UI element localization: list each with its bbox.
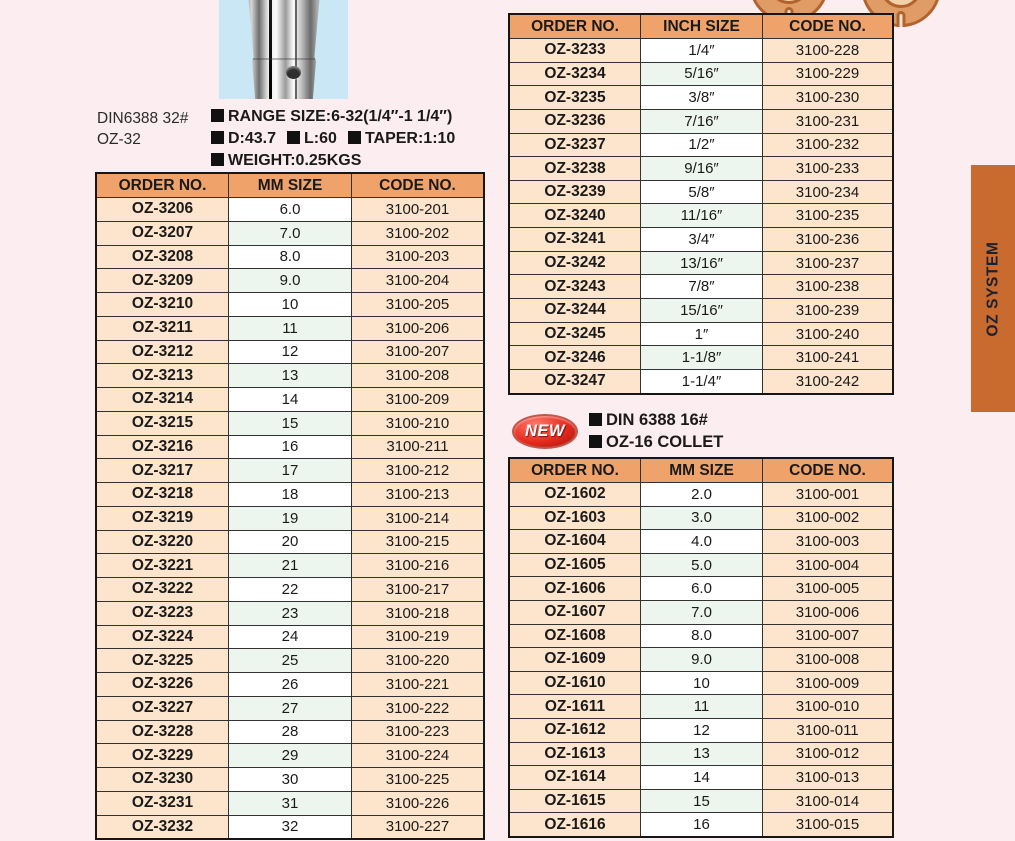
model-name: OZ-32 bbox=[97, 131, 141, 148]
order-no-cell: OZ-3223 bbox=[97, 601, 228, 625]
size-cell: 5.0 bbox=[640, 553, 762, 577]
size-cell: 7.0 bbox=[228, 221, 351, 245]
order-no-cell: OZ-3216 bbox=[97, 435, 228, 459]
code-no-cell: 3100-219 bbox=[351, 625, 483, 649]
code-no-cell: 3100-006 bbox=[762, 600, 892, 624]
code-no-cell: 3100-242 bbox=[762, 369, 892, 393]
code-no-cell: 3100-009 bbox=[762, 671, 892, 695]
code-no-cell: 3100-228 bbox=[762, 38, 892, 62]
order-no-cell: OZ-3233 bbox=[510, 38, 640, 62]
code-no-cell: 3100-218 bbox=[351, 601, 483, 625]
order-no-cell: OZ-3247 bbox=[510, 369, 640, 393]
new-badge bbox=[512, 414, 578, 449]
order-no-cell: OZ-3224 bbox=[97, 625, 228, 649]
size-cell: 6.0 bbox=[228, 197, 351, 221]
size-cell: 4.0 bbox=[640, 529, 762, 553]
size-cell: 8.0 bbox=[640, 624, 762, 648]
size-cell: 10 bbox=[228, 292, 351, 316]
size-cell: 26 bbox=[228, 672, 351, 696]
collet-slit bbox=[269, 0, 272, 99]
order-no-cell: OZ-3244 bbox=[510, 298, 640, 322]
size-cell: 9.0 bbox=[640, 647, 762, 671]
order-no-cell: OZ-3243 bbox=[510, 274, 640, 298]
order-no-cell: OZ-3226 bbox=[97, 672, 228, 696]
order-no-cell: OZ-3208 bbox=[97, 245, 228, 269]
size-cell: 24 bbox=[228, 625, 351, 649]
code-no-cell: 3100-005 bbox=[762, 576, 892, 600]
order-no-cell: OZ-3217 bbox=[97, 458, 228, 482]
order-no-cell: OZ-3219 bbox=[97, 506, 228, 530]
size-cell: 13/16″ bbox=[640, 251, 762, 275]
code-no-cell: 3100-213 bbox=[351, 482, 483, 506]
code-no-cell: 3100-221 bbox=[351, 672, 483, 696]
code-no-cell: 3100-217 bbox=[351, 577, 483, 601]
column-header: MM SIZE bbox=[228, 174, 351, 197]
order-no-cell: OZ-3238 bbox=[510, 156, 640, 180]
size-cell: 3/4″ bbox=[640, 227, 762, 251]
code-no-cell: 3100-215 bbox=[351, 530, 483, 554]
order-no-cell: OZ-1614 bbox=[510, 765, 640, 789]
size-cell: 1-1/4″ bbox=[640, 369, 762, 393]
code-no-cell: 3100-211 bbox=[351, 435, 483, 459]
column-header: ORDER NO. bbox=[510, 459, 640, 482]
size-cell: 7/16″ bbox=[640, 109, 762, 133]
order-no-cell: OZ-1604 bbox=[510, 529, 640, 553]
code-no-cell: 3100-224 bbox=[351, 743, 483, 767]
model-label bbox=[97, 108, 188, 150]
order-no-cell: OZ-3231 bbox=[97, 791, 228, 815]
size-cell: 12 bbox=[640, 718, 762, 742]
spec-text: TAPER:1:10 bbox=[364, 129, 456, 147]
size-cell: 10 bbox=[640, 671, 762, 695]
size-cell: 11 bbox=[640, 694, 762, 718]
code-no-cell: 3100-002 bbox=[762, 506, 892, 530]
size-cell: 25 bbox=[228, 648, 351, 672]
code-no-cell: 3100-222 bbox=[351, 696, 483, 720]
order-no-cell: OZ-3242 bbox=[510, 251, 640, 275]
order-no-cell: OZ-3221 bbox=[97, 553, 228, 577]
size-cell: 16 bbox=[228, 435, 351, 459]
code-no-cell: 3100-013 bbox=[762, 765, 892, 789]
code-no-cell: 3100-241 bbox=[762, 345, 892, 369]
code-no-cell: 3100-237 bbox=[762, 251, 892, 275]
size-cell: 13 bbox=[228, 363, 351, 387]
size-cell: 2.0 bbox=[640, 482, 762, 506]
spec-item bbox=[211, 152, 361, 169]
code-no-cell: 3100-232 bbox=[762, 133, 892, 157]
size-cell: 3/8″ bbox=[640, 85, 762, 109]
size-cell: 11/16″ bbox=[640, 203, 762, 227]
size-cell: 8.0 bbox=[228, 245, 351, 269]
order-no-cell: OZ-1611 bbox=[510, 694, 640, 718]
square-bullet-icon bbox=[589, 413, 602, 426]
square-bullet-icon bbox=[211, 109, 224, 122]
order-no-cell: OZ-1615 bbox=[510, 789, 640, 813]
order-no-cell: OZ-1608 bbox=[510, 624, 640, 648]
spec-item bbox=[211, 108, 452, 125]
order-no-cell: OZ-3210 bbox=[97, 292, 228, 316]
code-no-cell: 3100-202 bbox=[351, 221, 483, 245]
size-cell: 5/16″ bbox=[640, 62, 762, 86]
code-no-cell: 3100-235 bbox=[762, 203, 892, 227]
collet-face-inner-ring bbox=[880, 0, 922, 8]
square-bullet-icon bbox=[287, 131, 300, 144]
new-product-heading bbox=[589, 410, 723, 454]
collet-photo bbox=[219, 0, 348, 99]
order-no-cell: OZ-3218 bbox=[97, 482, 228, 506]
size-cell: 14 bbox=[640, 765, 762, 789]
size-cell: 5/8″ bbox=[640, 180, 762, 204]
size-cell: 15 bbox=[640, 789, 762, 813]
order-no-cell: OZ-3206 bbox=[97, 197, 228, 221]
new-heading-line bbox=[589, 432, 723, 454]
code-no-cell: 3100-229 bbox=[762, 62, 892, 86]
order-no-cell: OZ-3215 bbox=[97, 411, 228, 435]
square-bullet-icon bbox=[211, 153, 224, 166]
oz32-mm-size-table bbox=[95, 172, 485, 840]
column-header: MM SIZE bbox=[640, 459, 762, 482]
size-cell: 16 bbox=[640, 812, 762, 836]
size-cell: 3.0 bbox=[640, 506, 762, 530]
size-cell: 15 bbox=[228, 411, 351, 435]
code-no-cell: 3100-001 bbox=[762, 482, 892, 506]
order-no-cell: OZ-3220 bbox=[97, 530, 228, 554]
code-no-cell: 3100-014 bbox=[762, 789, 892, 813]
order-no-cell: OZ-3214 bbox=[97, 387, 228, 411]
collet-hole bbox=[286, 66, 301, 79]
order-no-cell: OZ-3230 bbox=[97, 767, 228, 791]
size-cell: 11 bbox=[228, 316, 351, 340]
code-no-cell: 3100-004 bbox=[762, 553, 892, 577]
code-no-cell: 3100-205 bbox=[351, 292, 483, 316]
code-no-cell: 3100-220 bbox=[351, 648, 483, 672]
size-cell: 1″ bbox=[640, 322, 762, 346]
code-no-cell: 3100-231 bbox=[762, 109, 892, 133]
order-no-cell: OZ-3209 bbox=[97, 268, 228, 292]
size-cell: 32 bbox=[228, 815, 351, 839]
size-cell: 23 bbox=[228, 601, 351, 625]
oz-system-tab[interactable] bbox=[971, 165, 1015, 412]
collet-face-inner-ring bbox=[768, 0, 810, 4]
code-no-cell: 3100-225 bbox=[351, 767, 483, 791]
order-no-cell: OZ-3207 bbox=[97, 221, 228, 245]
size-cell: 21 bbox=[228, 553, 351, 577]
code-no-cell: 3100-007 bbox=[762, 624, 892, 648]
square-bullet-icon bbox=[348, 131, 361, 144]
column-header: CODE NO. bbox=[762, 459, 892, 482]
code-no-cell: 3100-239 bbox=[762, 298, 892, 322]
order-no-cell: OZ-1616 bbox=[510, 812, 640, 836]
code-no-cell: 3100-214 bbox=[351, 506, 483, 530]
order-no-cell: OZ-1602 bbox=[510, 482, 640, 506]
spec-list bbox=[211, 106, 466, 171]
collet-image bbox=[245, 0, 323, 99]
code-no-cell: 3100-230 bbox=[762, 85, 892, 109]
new-badge-label: NEW bbox=[525, 422, 565, 440]
size-cell: 13 bbox=[640, 742, 762, 766]
order-no-cell: OZ-3232 bbox=[97, 815, 228, 839]
order-no-cell: OZ-3239 bbox=[510, 180, 640, 204]
code-no-cell: 3100-008 bbox=[762, 647, 892, 671]
spec-item bbox=[287, 130, 337, 147]
code-no-cell: 3100-207 bbox=[351, 340, 483, 364]
order-no-cell: OZ-3234 bbox=[510, 62, 640, 86]
order-no-cell: OZ-1610 bbox=[510, 671, 640, 695]
size-cell: 27 bbox=[228, 696, 351, 720]
code-no-cell: 3100-227 bbox=[351, 815, 483, 839]
order-no-cell: OZ-1613 bbox=[510, 742, 640, 766]
spec-line bbox=[211, 150, 466, 172]
code-no-cell: 3100-015 bbox=[762, 812, 892, 836]
spec-text: D:43.7 bbox=[228, 129, 277, 147]
order-no-cell: OZ-3245 bbox=[510, 322, 640, 346]
code-no-cell: 3100-003 bbox=[762, 529, 892, 553]
order-no-cell: OZ-1603 bbox=[510, 506, 640, 530]
spec-text: L:60 bbox=[304, 129, 337, 147]
order-no-cell: OZ-3235 bbox=[510, 85, 640, 109]
order-no-cell: OZ-3225 bbox=[97, 648, 228, 672]
order-no-cell: OZ-3212 bbox=[97, 340, 228, 364]
order-no-cell: OZ-3241 bbox=[510, 227, 640, 251]
new-heading-line bbox=[589, 410, 723, 432]
code-no-cell: 3100-206 bbox=[351, 316, 483, 340]
size-cell: 7.0 bbox=[640, 600, 762, 624]
order-no-cell: OZ-3228 bbox=[97, 720, 228, 744]
code-no-cell: 3100-233 bbox=[762, 156, 892, 180]
size-cell: 14 bbox=[228, 387, 351, 411]
model-standard: DIN6388 32# bbox=[97, 110, 189, 127]
size-cell: 15/16″ bbox=[640, 298, 762, 322]
order-no-cell: OZ-1609 bbox=[510, 647, 640, 671]
order-no-cell: OZ-3229 bbox=[97, 743, 228, 767]
column-header: CODE NO. bbox=[762, 15, 892, 38]
code-no-cell: 3100-204 bbox=[351, 268, 483, 292]
order-no-cell: OZ-3237 bbox=[510, 133, 640, 157]
code-no-cell: 3100-201 bbox=[351, 197, 483, 221]
size-cell: 19 bbox=[228, 506, 351, 530]
code-no-cell: 3100-234 bbox=[762, 180, 892, 204]
size-cell: 30 bbox=[228, 767, 351, 791]
oz32-inch-size-table bbox=[508, 13, 894, 395]
code-no-cell: 3100-240 bbox=[762, 322, 892, 346]
oz16-mm-size-table bbox=[508, 457, 894, 838]
code-no-cell: 3100-238 bbox=[762, 274, 892, 298]
code-no-cell: 3100-216 bbox=[351, 553, 483, 577]
column-header: CODE NO. bbox=[351, 174, 483, 197]
spec-item bbox=[211, 130, 276, 147]
code-no-cell: 3100-208 bbox=[351, 363, 483, 387]
order-no-cell: OZ-3236 bbox=[510, 109, 640, 133]
code-no-cell: 3100-210 bbox=[351, 411, 483, 435]
spec-line bbox=[211, 128, 466, 150]
size-cell: 20 bbox=[228, 530, 351, 554]
code-no-cell: 3100-236 bbox=[762, 227, 892, 251]
size-cell: 31 bbox=[228, 791, 351, 815]
collet-slit bbox=[295, 0, 297, 99]
order-no-cell: OZ-1605 bbox=[510, 553, 640, 577]
order-no-cell: OZ-3211 bbox=[97, 316, 228, 340]
code-no-cell: 3100-203 bbox=[351, 245, 483, 269]
column-header: INCH SIZE bbox=[640, 15, 762, 38]
size-cell: 1/4″ bbox=[640, 38, 762, 62]
size-cell: 7/8″ bbox=[640, 274, 762, 298]
code-no-cell: 3100-010 bbox=[762, 694, 892, 718]
square-bullet-icon bbox=[211, 131, 224, 144]
size-cell: 17 bbox=[228, 458, 351, 482]
order-no-cell: OZ-3227 bbox=[97, 696, 228, 720]
size-cell: 12 bbox=[228, 340, 351, 364]
new-heading-text: OZ-16 COLLET bbox=[606, 432, 724, 451]
size-cell: 9.0 bbox=[228, 268, 351, 292]
code-no-cell: 3100-011 bbox=[762, 718, 892, 742]
size-cell: 1/2″ bbox=[640, 133, 762, 157]
collet-slot-notch bbox=[897, 11, 906, 27]
size-cell: 6.0 bbox=[640, 576, 762, 600]
code-no-cell: 3100-226 bbox=[351, 791, 483, 815]
order-no-cell: OZ-3222 bbox=[97, 577, 228, 601]
column-header: ORDER NO. bbox=[97, 174, 228, 197]
spec-line bbox=[211, 106, 466, 128]
column-header: ORDER NO. bbox=[510, 15, 640, 38]
size-cell: 9/16″ bbox=[640, 156, 762, 180]
size-cell: 28 bbox=[228, 720, 351, 744]
size-cell: 29 bbox=[228, 743, 351, 767]
code-no-cell: 3100-209 bbox=[351, 387, 483, 411]
code-no-cell: 3100-212 bbox=[351, 458, 483, 482]
size-cell: 1-1/8″ bbox=[640, 345, 762, 369]
size-cell: 22 bbox=[228, 577, 351, 601]
order-no-cell: OZ-3213 bbox=[97, 363, 228, 387]
oz-system-tab-label: OZ SYSTEM bbox=[984, 241, 1001, 336]
square-bullet-icon bbox=[589, 435, 602, 448]
order-no-cell: OZ-3240 bbox=[510, 203, 640, 227]
order-no-cell: OZ-1606 bbox=[510, 576, 640, 600]
code-no-cell: 3100-012 bbox=[762, 742, 892, 766]
spec-text: RANGE SIZE:6-32(1/4″-1 1/4″) bbox=[228, 108, 453, 125]
code-no-cell: 3100-223 bbox=[351, 720, 483, 744]
order-no-cell: OZ-1612 bbox=[510, 718, 640, 742]
order-no-cell: OZ-3246 bbox=[510, 345, 640, 369]
spec-item bbox=[348, 130, 455, 147]
size-cell: 18 bbox=[228, 482, 351, 506]
new-heading-text: DIN 6388 16# bbox=[606, 411, 708, 429]
order-no-cell: OZ-1607 bbox=[510, 600, 640, 624]
spec-text: WEIGHT:0.25KGS bbox=[228, 151, 362, 169]
